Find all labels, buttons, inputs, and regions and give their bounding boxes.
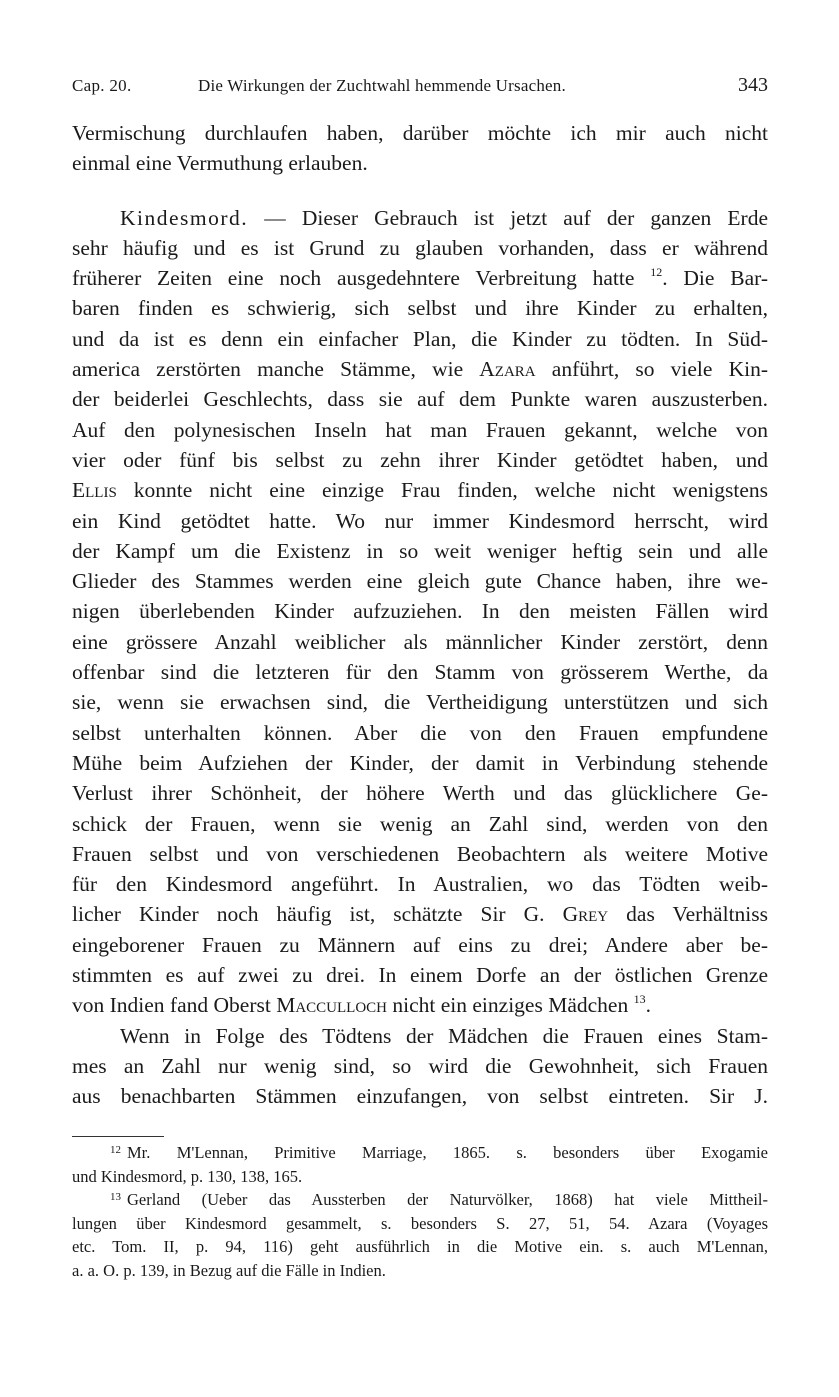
text-line: Auf den polynesischen Inseln hat man Frauen gekannt, welche von — [72, 417, 768, 442]
footnote-line: a. a. O. p. 139, in Bezug auf die Fälle in Indien. — [72, 1260, 386, 1280]
text-line: sehr häufig und es ist Grund zu glauben vorhanden, dass er während — [72, 235, 768, 260]
text-line: nigen überlebenden Kinder aufzuziehen. In den meisten Fällen wird — [72, 599, 768, 624]
text-line: eingeborener Frauen zu Männern auf eins zu drei; Andere aber be- — [72, 932, 768, 957]
text-line: Kindesmord. — Dieser Gebrauch ist jetzt auf der ganzen Erde — [120, 205, 768, 230]
text-line: licher Kinder noch häufig ist, schätzte Sir G. Grey das Verhältniss — [72, 902, 768, 927]
page-number: 343 — [738, 74, 768, 96]
text-line: Frauen selbst und von verschiedenen Beobachtern als weitere Motive — [72, 841, 768, 866]
text-line: Verlust ihrer Schönheit, der höhere Werth und das glücklichere Ge- — [72, 781, 768, 806]
text-line: Mühe beim Aufziehen der Kinder, der damit in Verbindung stehende — [72, 750, 768, 775]
text-line: der Kampf um die Existenz in so weit weniger heftig sein und alle — [72, 538, 768, 563]
text-line: Vermischung durchlaufen haben, darüber möchte ich mir auch nicht — [72, 121, 768, 145]
author-name: Macculloch — [276, 993, 387, 1018]
text-line: von Indien fand Oberst Macculloch nicht ein einziges Mädchen $^{13}$. — [72, 992, 651, 1018]
text-line: ein Kind getödtet hatte. Wo nur immer Kindesmord herrscht, wird — [72, 508, 768, 533]
author-name: Grey — [562, 902, 609, 927]
text-line: selbst unterhalten können. Aber die von den Frauen empfundene — [72, 720, 768, 745]
author-name: Ellis — [72, 478, 117, 503]
text-line: früherer Zeiten eine noch ausgedehntere Verbreitung hatte $^{12}$. Die Bar- — [72, 265, 769, 291]
text-line: Ellis konnte nicht eine einzige Frau finden, welche nicht wenigstens — [72, 478, 768, 503]
footnote-ref-12[interactable]: 12 — [650, 265, 663, 280]
running-title: Die Wirkungen der Zuchtwahl hemmende Ursachen. — [198, 76, 566, 95]
footnote-ref-13[interactable]: 13 — [633, 992, 646, 1007]
text-line: vier oder fünf bis selbst zu zehn ihrer Kinder getödtet haben, und — [72, 447, 768, 472]
text-line: der beiderlei Geschlechts, dass sie auf dem Punkte waren auszusterben. — [72, 387, 768, 412]
text-line: baren finden es schwierig, sich selbst und ihre Kinder zu erhalten, — [72, 296, 768, 321]
text-line: eine grössere Anzahl weiblicher als männlicher Kinder zerstört, denn — [72, 629, 768, 654]
text-line: und da ist es denn ein einfacher Plan, die Kinder zu tödten. In Süd- — [72, 326, 768, 351]
text-line: für den Kindesmord angeführt. In Australien, wo das Tödten weib- — [72, 872, 768, 897]
footnote-13: $^{13}$ Gerland (Ueber das Aussterben der Naturvölker, 1868) hat viele Mittheil- — [110, 1190, 768, 1210]
footnote-12: $^{12}$ Mr. M'Lennan, Primitive Marriage, 1865. s. besonders über Exogamie — [110, 1143, 768, 1162]
footnote-number: 12 — [110, 1144, 121, 1156]
chapter-label: Cap. 20. — [72, 76, 132, 95]
text-line: offenbar sind die letzteren für den Stamm von grösserem Werthe, da — [72, 660, 768, 685]
text-line: mes an Zahl nur wenig sind, so wird die Gewohnheit, sich Frauen — [72, 1053, 768, 1078]
author-name: Azara — [479, 357, 536, 382]
footnote-line: und Kindesmord, p. 130, 138, 165. — [72, 1166, 303, 1186]
main-text — [72, 118, 768, 1112]
running-header — [72, 76, 768, 102]
text-line: stimmten es auf zwei zu drei. In einem Dorfe an der östlichen Grenze — [72, 963, 768, 988]
text-line: Wenn in Folge des Tödtens der Mädchen die Frauen eines Stam- — [120, 1023, 768, 1048]
footnote-divider — [72, 1136, 164, 1137]
text-line: Glieder des Stammes werden eine gleich gute Chance haben, ihre we- — [72, 569, 768, 594]
footnotes — [72, 1141, 768, 1283]
footnote-line: lungen über Kindesmord gesammelt, s. besonders S. 27, 51, 54. Azara (Voyages — [72, 1213, 768, 1233]
footnote-number: 13 — [110, 1191, 121, 1204]
text-line: aus benachbarten Stämmen einzufangen, von selbst eintreten. Sir J. — [72, 1084, 768, 1109]
text-line: sie, wenn sie erwachsen sind, die Vertheidigung unterstützen und sich — [72, 690, 768, 715]
text-line: america zerstörten manche Stämme, wie Azara anführt, so viele Kin- — [72, 357, 769, 382]
footnote-line: etc. Tom. II, p. 94, 116) geht ausführlich in die Motive ein. s. auch M'Lennan, — [72, 1237, 768, 1257]
section-heading: Kindesmord. — [120, 205, 249, 230]
text-line: einmal eine Vermuthung erlauben. — [72, 151, 368, 176]
text-line: schick der Frauen, wenn sie wenig an Zahl sind, werden von den — [72, 811, 768, 836]
